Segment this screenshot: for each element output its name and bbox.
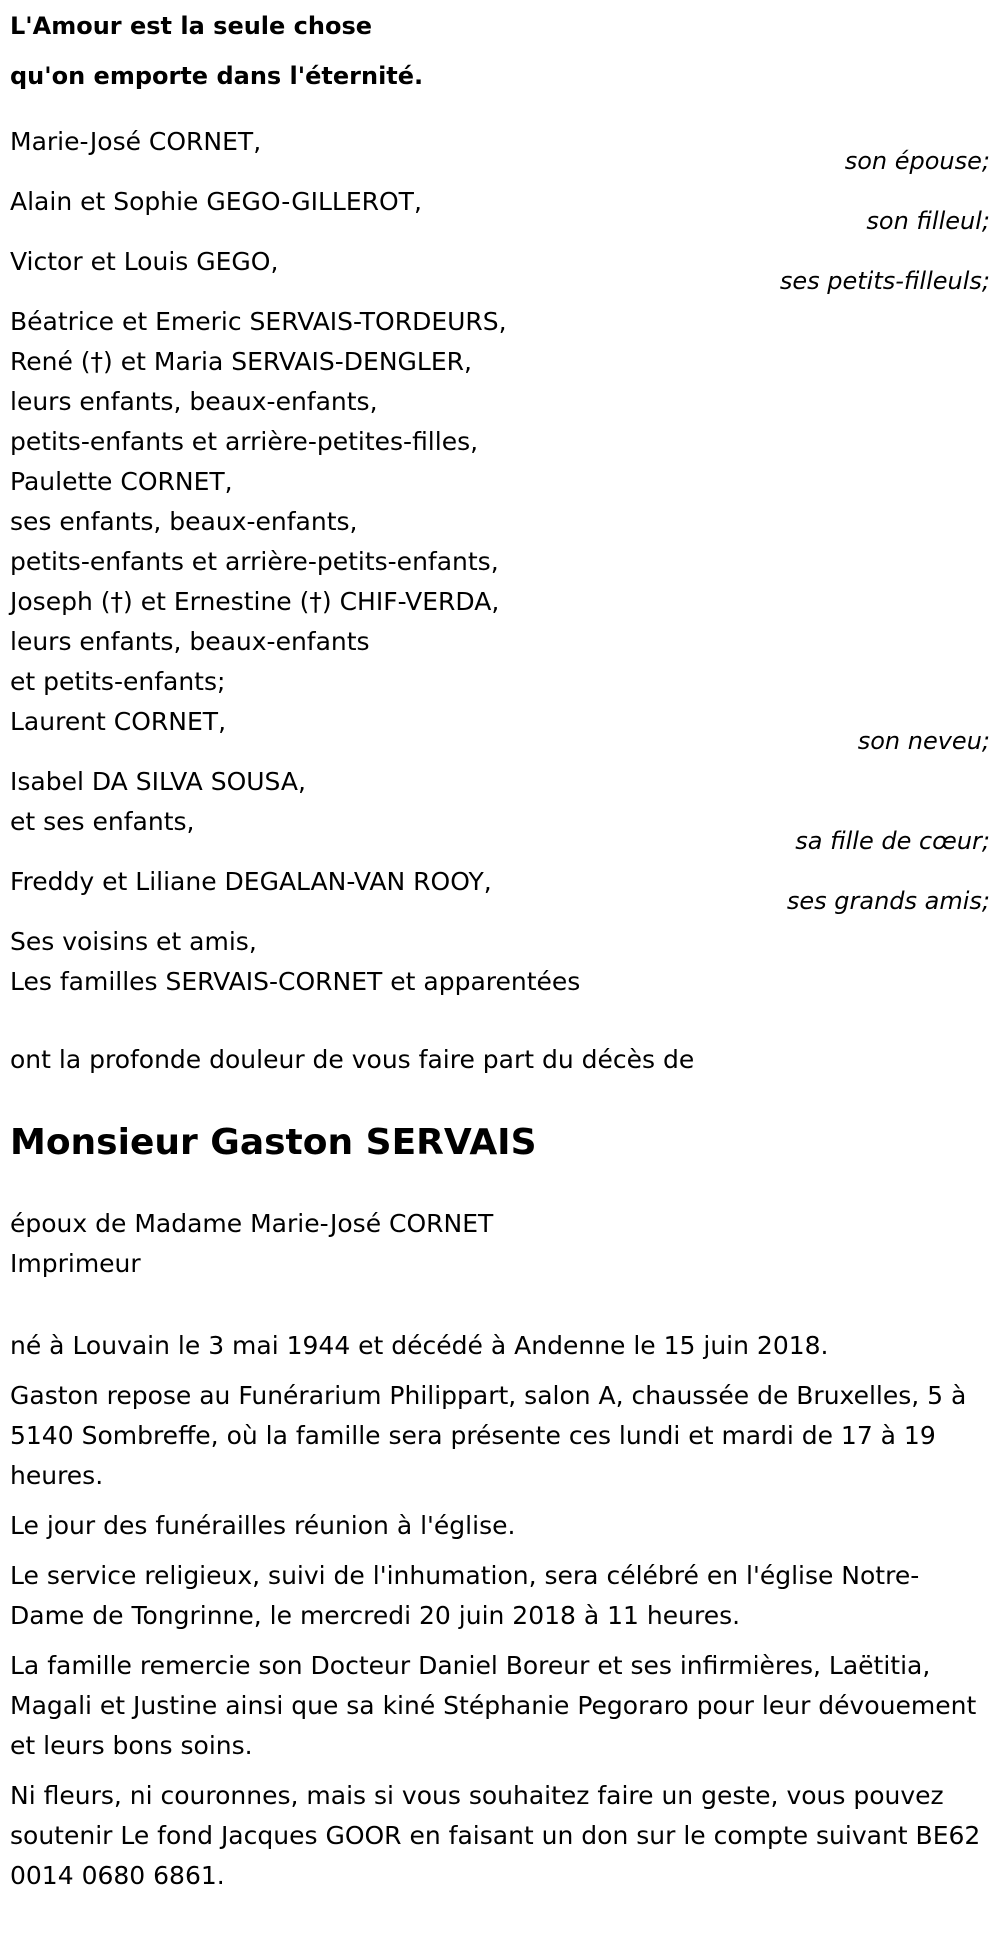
family-name-line: ses enfants, beaux-enfants, — [10, 507, 358, 536]
family-entry — [10, 182, 990, 235]
birth-death-paragraph: né à Louvain le 3 mai 1944 et décédé à Andenne le 15 juin 2018. — [10, 1331, 829, 1360]
family-name-line: Les familles SERVAIS-CORNET et apparentées — [10, 967, 581, 996]
family-name-line: René (†) et Maria SERVAIS-DENGLER, — [10, 347, 472, 376]
family-relation: ses petits-filleuls; — [779, 267, 990, 295]
quote-line-1: L'Amour est la seule chose — [10, 12, 373, 40]
family-names — [10, 922, 990, 1002]
profession-line: Imprimeur — [10, 1249, 141, 1278]
thanks-paragraph: La famille remercie son Docteur Daniel Boreur et ses infirmières, Laëtitia, Magali et Justine ainsi que sa kiné Stéphanie Pegoraro pour leur dévouement et leurs bons soins. — [10, 1651, 977, 1760]
family-list — [10, 122, 990, 1002]
family-name-line: Paulette CORNET, — [10, 467, 233, 496]
service-paragraph: Le service religieux, suivi de l'inhumation, sera célébré en l'église Notre-Dame de Tongrinne, le mercredi 20 juin 2018 à 11 heures. — [10, 1561, 920, 1630]
family-name-line: Victor et Louis GEGO, — [10, 247, 279, 276]
family-name-line: et ses enfants, — [10, 807, 195, 836]
meeting-paragraph: Le jour des funérailles réunion à l'église. — [10, 1511, 516, 1540]
deceased-name: Monsieur Gaston SERVAIS — [10, 1122, 537, 1163]
deceased-details — [10, 1204, 990, 1284]
family-entry — [10, 302, 990, 755]
family-relation: son filleul; — [866, 207, 990, 235]
family-name-line: Freddy et Liliane DEGALAN-VAN ROOY, — [10, 867, 492, 896]
announcement-text: ont la profonde douleur de vous faire part du décès de — [10, 1045, 695, 1074]
family-entry — [10, 762, 990, 855]
spouse-line: époux de Madame Marie-José CORNET — [10, 1209, 494, 1238]
donation-paragraph: Ni fleurs, ni couronnes, mais si vous souhaitez faire un geste, vous pouvez soutenir Le fond Jacques GOOR en faisant un don sur le compte suivant BE62 0014 0680 6861. — [10, 1781, 981, 1890]
quote — [10, 0, 990, 100]
family-relation: son neveu; — [857, 727, 990, 755]
funerarium-paragraph: Gaston repose au Funérarium Philippart, salon A, chaussée de Bruxelles, 5 à 5140 Sombreffe, où la famille sera présente ces lundi et mardi de 17 à 19 heures. — [10, 1381, 967, 1490]
family-name-line: Marie-José CORNET, — [10, 127, 262, 156]
family-name-line: petits-enfants et arrière-petits-enfants, — [10, 547, 499, 576]
family-name-line: Alain et Sophie GEGO-GILLEROT, — [10, 187, 422, 216]
family-name-line: Isabel DA SILVA SOUSA, — [10, 767, 306, 796]
family-name-line: Béatrice et Emeric SERVAIS-TORDEURS, — [10, 307, 507, 336]
family-relation: ses grands amis; — [786, 887, 990, 915]
family-relation: sa fille de cœur; — [795, 827, 990, 855]
family-entry — [10, 922, 990, 1002]
quote-line-2: qu'on emporte dans l'éternité. — [10, 62, 424, 90]
family-name-line: Laurent CORNET, — [10, 707, 227, 736]
family-relation: son épouse; — [844, 147, 990, 175]
family-entry — [10, 862, 990, 915]
family-names — [10, 302, 990, 742]
family-name-line: Joseph (†) et Ernestine (†) CHIF-VERDA, — [10, 587, 500, 616]
family-name-line: Ses voisins et amis, — [10, 927, 257, 956]
family-name-line: petits-enfants et arrière-petites-filles, — [10, 427, 479, 456]
family-name-line: leurs enfants, beaux-enfants, — [10, 387, 378, 416]
family-name-line: et petits-enfants; — [10, 667, 226, 696]
family-name-line: leurs enfants, beaux-enfants — [10, 627, 370, 656]
family-entry — [10, 122, 990, 175]
family-entry — [10, 242, 990, 295]
